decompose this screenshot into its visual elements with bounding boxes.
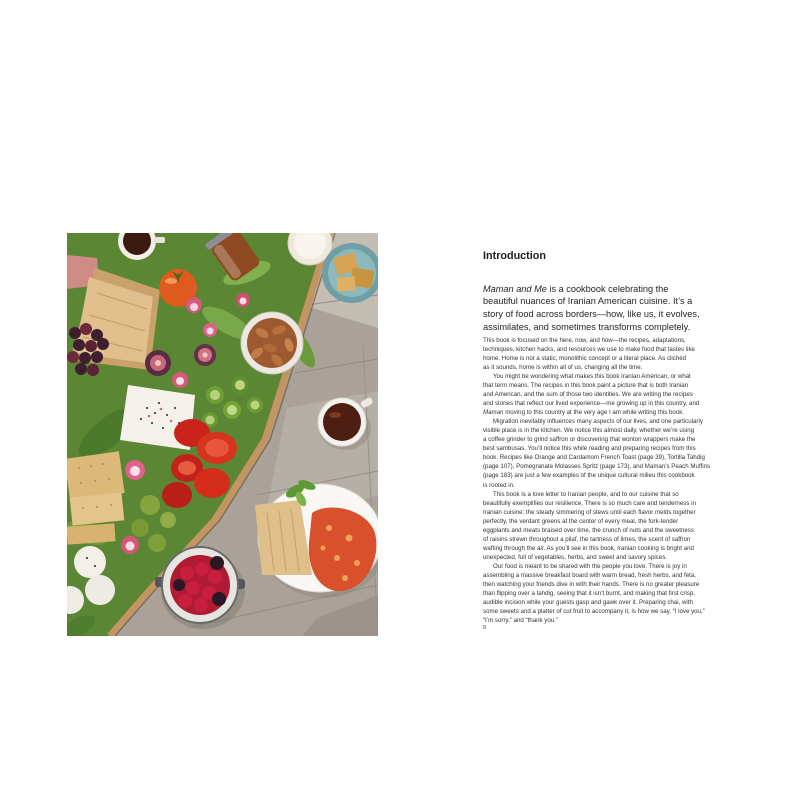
italic-name: Maman — [483, 409, 504, 416]
almond-bowl — [241, 312, 303, 374]
text-line: as it sounds, home is within all of us, changing all the time. — [483, 363, 643, 371]
page-number: 9 — [483, 625, 487, 631]
text-line: “I’m sorry,” and “thank you.” — [483, 617, 558, 625]
text-line: This book is a love letter to Iranian people, and to our cuisine that so — [493, 490, 679, 498]
paragraph — [483, 336, 710, 372]
text-line: (page 183) are just a few examples of the unique cultural milieu this cookbook — [483, 472, 695, 480]
text-line: assembling a massive breakfast board with warm bread, fresh herbs, and feta, — [483, 572, 696, 580]
text-line: perfectly, the verdant greens at the center of every meal, the fork-tender — [483, 517, 679, 525]
paragraph — [483, 562, 710, 625]
text-line: home. Home is not a static, monolithic concept or a literal place. As clichéd — [483, 354, 687, 362]
text-line: of raisins strewn throughout a pilaf, the tartness of limes, the scent of saffron — [483, 535, 691, 543]
text-line: audible incision while your guests gasp and gawk over it. Preparing chai, with — [483, 599, 693, 607]
text-line: Our food is meant to be shared with the people you love. There is joy in — [493, 563, 687, 571]
text-line: then watching your friends dive in with their hands. There is no greater pleasure — [483, 581, 700, 589]
lead-paragraph — [483, 283, 700, 335]
paragraph — [483, 417, 710, 490]
text-line: is rooted in. — [483, 481, 515, 489]
text-line: Iranian cuisine: the steady simmering of stews until each flavor melds together — [483, 508, 696, 516]
text-line: Migration inevitably influences many aspects of our lives, and one particularly — [493, 418, 703, 426]
text-line: visible place is in the kitchen. We notice this almost daily, whether we’re using — [483, 427, 695, 435]
text-line: that term means. The recipes in this book paint a picture that is both Iranian — [483, 381, 689, 389]
paragraph — [483, 372, 710, 417]
text-line: unexpected, full of vegetables, herbs, and sweet and savory spices. — [483, 554, 667, 561]
text-line: and American, and the sum of those two identities. We are writing the recipes — [483, 390, 693, 398]
text-line: wafting through the air. As you’ll see in this book, Iranian cooking is bright and — [483, 544, 694, 552]
text-line: than flipping over a tahdig, seeing that it isn’t burnt, and making that first crisp, — [483, 590, 695, 598]
text-line: This book is focused on the here, now, and how—the recipes, adaptations, — [483, 336, 686, 344]
text-line: You might be wondering what makes this book Iranian American, or what — [493, 372, 691, 380]
lead-line — [483, 283, 700, 296]
text-line: and stories that reflect our lived experience—me growing up in this country, and — [483, 399, 700, 407]
text-line: some sweets and a platter of cut fruit to accompany it, is how we say, “I love you,” — [483, 608, 705, 616]
book-title: Maman and Me — [483, 283, 547, 294]
chapter-heading: Introduction — [483, 250, 546, 262]
text-line: best sambusas. You’ll notice this while reading and preparing recipes from this — [483, 445, 696, 453]
text-line: beautifully exemplifies our resilience. There is so much care and tenderness in — [483, 499, 696, 507]
lead-line: beautiful nuances of Iranian American cuisine. It’s a — [483, 296, 693, 307]
breakfast-board-photo — [67, 233, 378, 636]
lead-line: story of food across borders—how, like us, it evolves, — [483, 309, 700, 320]
text-line: a coffee grinder to grind saffron or discovering that wonton wrappers make the — [483, 436, 696, 444]
text-line — [483, 408, 710, 417]
text-line: book. Recipes like Orange and Cardamom French Toast (page 39), Tortilla Tahdig — [483, 454, 705, 462]
text-line-rest: moving to this country at the very age I am while writing this book. — [503, 409, 685, 416]
body-text — [483, 336, 710, 626]
text-line: (page 107), Pomegranate Molasses Spritz (page 173), and Maman’s Peach Muffins — [483, 463, 711, 471]
text-line: eggplants and meats braised over time, the crunch of nuts and the sweetness — [483, 526, 694, 534]
text-line: techniques, kitchen hacks, and resources we use to make food that tastes like — [483, 345, 695, 353]
lead-line-text: is a cookbook celebrating the — [546, 283, 669, 294]
paragraph — [483, 490, 710, 563]
lead-line: assimilates, and sometimes transforms completely. — [483, 322, 691, 333]
